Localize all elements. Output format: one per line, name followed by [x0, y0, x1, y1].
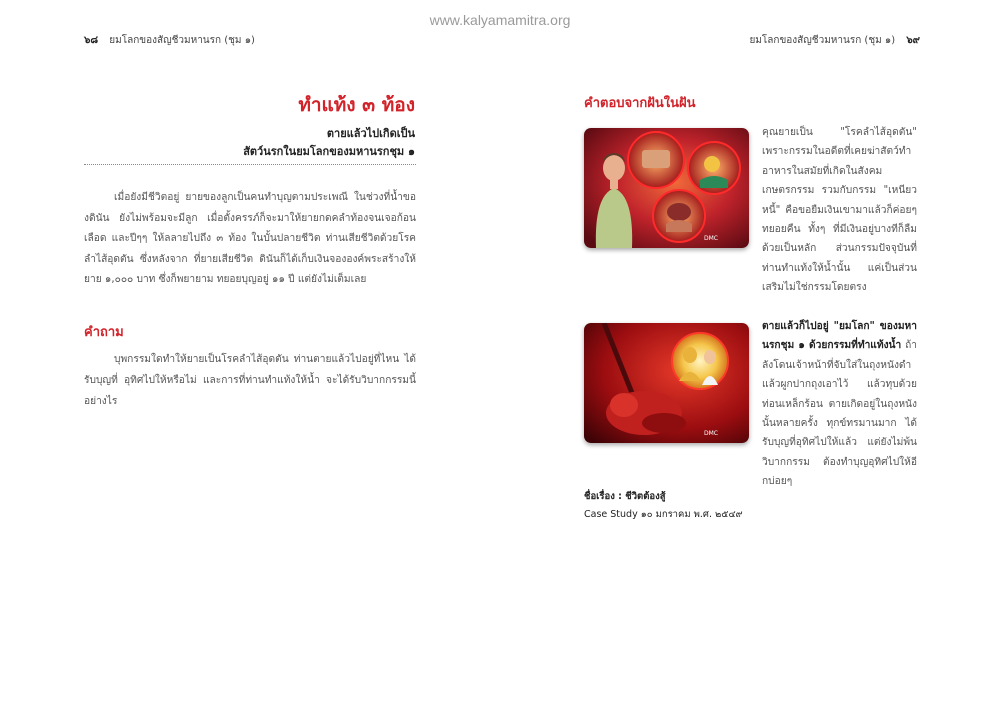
illustration-grandmother — [584, 128, 749, 248]
story-subtitle-line2: สัตว์นรกในยมโลกของมหานรกชุม ๑ — [243, 145, 415, 158]
source-case-study: Case Study ๑๐ มกราคม พ.ศ. ๒๕๔๙ — [584, 509, 743, 520]
right-running-head — [749, 33, 920, 48]
answer-paragraph-2-rest: ถ้าลังโดนเจ้าหน้าที่จับใส่ในถุงหนังดำ แล้วผูกปากถุงเอาไว้ แล้วทุบด้วยท่อนเหล็กร้อน ตายเกิดอยู่ในถุงหนังนั้นหลายครั้ง ทุกข์ทรมานมาก ได้รับบุญที่อุทิศไปให้แล้ว แต่ยังไม่พ้นวิบากกรรม ต้องทำบุญอุทิศไปให้อีกบ่อยๆ — [762, 340, 917, 488]
answer-paragraph-2 — [762, 317, 917, 492]
story-subtitle-line1: ตายแล้วไปเกิดเป็น — [326, 127, 415, 140]
story-body: เมื่อยังมีชีวิตอยู่ ยายของลูกเป็นคนทำบุญตามประเพณี ในช่วงที่น้ำของดินัน ยังไม่พร้อมจะมีลูก เมื่อตั้งครรภ์ก็จะมาให้ยายกดคลำท้องจนเจอก้อนเลือด และปีๆๆ ให้ลลายไปถึง ๓ ท้อง ในบั้นปลายชีวิต ท่านเสียชีวิตด้วยโรคลำไส้อุดตัน ซึ่งหลังจาก ที่ยายเสียชีวิต ดินันก็ได้เก็บเงินจององค์พระสร้างให้ยาย ๑,๐๐๐ บาท ซึ่งก็พยายาม ทยอยบุญอยู่ ๑๑ ปี แต่ยังไม่เต็มเลย — [84, 192, 416, 285]
left-running-head — [84, 33, 255, 48]
source-title: ชื่อเรื่อง : ชีวิตต้องสู้ — [584, 491, 666, 502]
left-page-number: ๖๘ — [84, 35, 99, 46]
answer-paragraph-1: คุณยายเป็น "โรคลำไส้อุดตัน" เพราะกรรมในอดีตที่เคยฆ่าสัตว์ทำอาหารในสมัยที่เกิดในสังคมเกษตรกรรม รวมกับกรรม "เหนียวหนี้" คือขอยืมเงินเขามาแล้วก็ค่อยๆ ทยอยคืน ทั้งๆ ที่มีเงินอยู่บางทีก็ลืมด้วยเป็นหลัก ส่วนกรรมปัจจุบันที่ท่านทำแท้งให้น้ำนั้น แค่เป็นส่วนเสริมไม่ใช่กรรมโดยตรง — [762, 127, 917, 294]
question-body: บุพกรรมใดทำให้ยายเป็นโรคลำไส้อุดตัน ท่านตายแล้วไปอยู่ที่ไหน ได้รับบุญที่ อุทิศไปให้หรือไม่ และการที่ท่านทำแท้งให้น้ำ จะได้รับวิบากกรรมนี้อย่างไร — [84, 354, 416, 407]
answer-paragraph-2-lead: ตายแล้วก็ไปอยู่ "ยมโลก" ของมหานรกชุม ๑ ด้วยกรรมที่ทำแท้งน้ำ — [762, 321, 917, 352]
answer-heading: คำตอบจากฝันในฝัน — [584, 96, 696, 111]
illustration-grandmother-art — [584, 128, 749, 248]
left-running-title: ยมโลกของสัญชีวมหานรก (ชุม ๑) — [109, 35, 255, 46]
svg-text:DMC: DMC — [704, 235, 718, 242]
right-page-number: ๖๙ — [906, 35, 920, 46]
illustration-hell-punishment — [584, 323, 749, 443]
svg-text:DMC: DMC — [704, 430, 718, 437]
dotted-divider — [84, 164, 416, 165]
right-running-title: ยมโลกของสัญชีวมหานรก (ชุม ๑) — [749, 35, 896, 46]
illustration-hell-art — [584, 323, 749, 443]
question-heading: คำถาม — [84, 325, 124, 340]
site-watermark: www.kalyamamitra.org — [429, 12, 571, 28]
story-title: ทำแท้ง ๓ ท้อง — [298, 94, 415, 116]
